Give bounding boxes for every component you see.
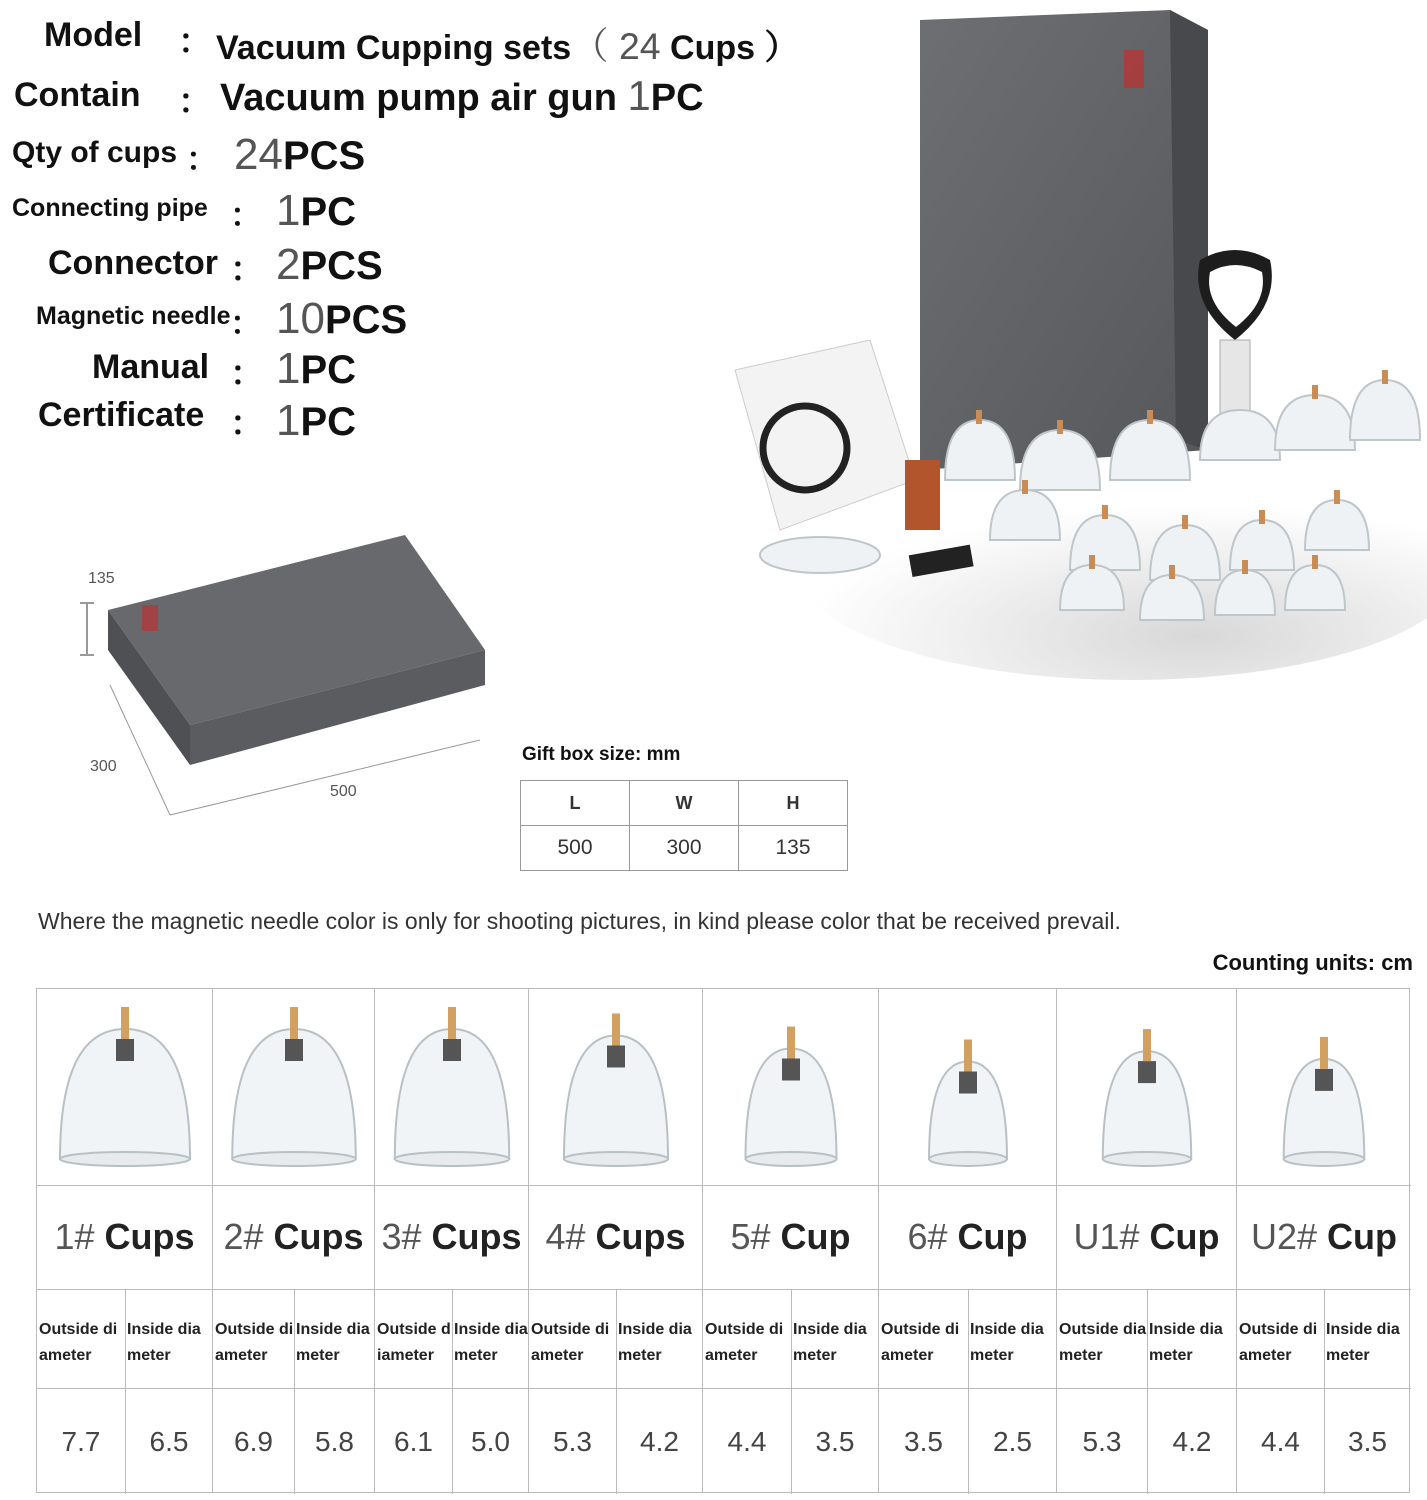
spec-num: 10 [276,294,325,343]
spec-key: Model [44,16,143,54]
cup-image-cell [529,989,702,1186]
spec-sep: ： [230,305,263,341]
giftbox-value: 135 [739,826,848,871]
cup-column [213,989,375,1492]
cup-column [1057,989,1237,1492]
spec-unit: PC [300,400,357,444]
outside-diameter-label: Outside diameter [37,1289,125,1389]
cup-number: 1# [54,1216,95,1257]
inside-diameter-cell [294,1289,375,1494]
cup-icon [879,989,1057,1185]
column-divider [968,1289,969,1494]
oil-bottle [905,460,940,530]
spec-value [234,130,365,180]
cup-name [37,1185,212,1290]
cup-name [375,1185,528,1290]
cup-name [529,1185,702,1290]
cup-number: 6# [907,1216,948,1257]
cup-number: U2# [1250,1216,1318,1257]
cup-image-cell [879,989,1056,1186]
column-divider [791,1289,792,1494]
cup-icon [529,989,703,1185]
spec-num: 1 [627,72,651,119]
product-photo [730,10,1427,700]
cup-icon [375,989,529,1185]
outside-diameter-label: Outside diameter [1237,1289,1324,1389]
spec-key: Magnetic needle [36,302,231,330]
spec-value [276,240,383,290]
cup-label: Cup [1327,1216,1398,1257]
cup-icon [1237,989,1411,1185]
inside-diameter-value: 6.5 [149,1425,189,1457]
outside-diameter-value: 6.1 [394,1425,433,1457]
spec-value [276,396,356,446]
inside-diameter-label: Inside diameter [452,1289,529,1389]
spec-value [276,186,356,236]
outside-diameter-label: Outside diameter [213,1289,294,1389]
spec-key: Connector [48,244,218,282]
inside-diameter-cell [1147,1289,1237,1494]
dim-height: 135 [88,570,115,587]
inside-diameter-label: Inside diameter [294,1289,375,1389]
color-note: Where the magnetic needle color is only for shooting pictures, in kind please color that be received prevail. [38,908,1121,934]
spec-key: Contain [14,76,141,114]
outside-diameter-label: Outside diameter [879,1289,968,1389]
cup-name [1057,1185,1236,1290]
cup-column [37,989,213,1492]
seal-stamp [1124,50,1144,88]
dim-length: 500 [330,783,357,800]
column-divider [1147,1289,1148,1494]
inside-diameter-value: 5.8 [315,1425,354,1457]
spec-key: Manual [92,348,210,386]
cup-column [375,989,529,1492]
cup-label: Cups [273,1216,364,1257]
inside-diameter-cell [968,1289,1057,1494]
cup-image-cell [37,989,212,1186]
inside-diameter-cell [1324,1289,1411,1494]
outside-diameter-label: Outside diameter [375,1289,452,1389]
spec-text: Vacuum pump air gun [220,77,617,119]
outside-diameter-cell [703,1289,791,1494]
cup-column [1237,989,1411,1492]
spec-num: 1 [276,344,301,393]
outside-diameter-value: 5.3 [553,1425,592,1457]
spec-sep: ： [230,197,263,233]
cup-number: 5# [730,1216,771,1257]
outside-diameter-value: 5.3 [1082,1425,1122,1457]
inside-diameter-cell [452,1289,529,1494]
spec-sep: ： [178,23,212,61]
inside-diameter-label: Inside diameter [968,1289,1057,1389]
spec-row-qty [0,128,700,179]
spec-row-connector [0,238,700,289]
outside-diameter-cell [529,1289,616,1494]
column-divider [294,1289,295,1494]
spec-num: 24 [234,130,283,179]
outside-diameter-label: Outside diameter [703,1289,791,1389]
spec-unit: PCS [324,298,408,342]
column-divider [452,1289,453,1494]
cup-name [213,1185,374,1290]
giftbox-value: 300 [630,826,739,871]
cup-number: 4# [545,1216,586,1257]
column-divider [1324,1289,1325,1494]
spec-sep: ： [230,355,264,393]
giftbox-value: 500 [521,826,630,871]
cup-icon [213,989,375,1185]
cup-name [1237,1185,1411,1290]
counting-units: Counting units: cm [1212,950,1413,975]
giftbox-title: Gift box size: mm [522,744,681,765]
cup-number: 3# [381,1216,422,1257]
giftbox-value-row [521,826,848,871]
spec-unit: PCS [282,134,366,178]
outside-diameter-value: 4.4 [727,1425,767,1457]
cup-column [879,989,1057,1492]
cup-number: 2# [223,1216,264,1257]
spec-num: 1 [276,396,301,445]
spec-num: 2 [276,240,301,289]
outside-diameter-label: Outside diameter [529,1289,616,1389]
inside-diameter-value: 5.0 [471,1425,510,1457]
inside-diameter-value: 3.5 [815,1425,855,1457]
cup-image-cell [703,989,878,1186]
giftbox-header: H [739,781,848,826]
spec-sep: ： [186,141,219,177]
spec-sep: ： [178,83,212,121]
spec-row-pipe [0,184,700,235]
giftbox-table [520,780,848,871]
cup-image-cell [375,989,528,1186]
box-lid [920,10,1208,470]
outside-diameter-label: Outside diameter [1057,1289,1147,1389]
spec-row-needle [0,292,700,343]
cup-icon [703,989,879,1185]
inside-diameter-label: Inside diameter [125,1289,213,1389]
column-divider [125,1289,126,1494]
column-divider [616,1289,617,1494]
cup-image-cell [1057,989,1236,1186]
cup-image-cell [1237,989,1411,1186]
spec-value [276,344,356,394]
cup-name [703,1185,878,1290]
dim-width: 300 [90,758,117,775]
cup-label: Cup [780,1216,851,1257]
inside-diameter-cell [616,1289,703,1494]
cup-image-cell [213,989,374,1186]
spec-key: Qty of cups [12,136,178,169]
inside-diameter-label: Inside diameter [616,1289,703,1389]
outside-diameter-cell [1237,1289,1324,1494]
cup-label: Cup [957,1216,1028,1257]
cup-size-table [36,988,1410,1493]
outside-diameter-value: 3.5 [904,1425,943,1457]
spec-row-manual [0,342,700,393]
spec-unit: PC [650,77,704,119]
inside-diameter-cell [791,1289,879,1494]
inside-diameter-cell [125,1289,213,1494]
outside-diameter-cell [37,1289,125,1494]
inside-diameter-label: Inside diameter [1147,1289,1237,1389]
cup-label: Cup [1149,1216,1220,1257]
box-stamp [142,605,158,631]
spec-text: Vacuum Cupping sets [216,29,572,67]
inside-diameter-value: 3.5 [1348,1425,1387,1457]
spec-num: （ 24 [571,25,661,67]
cup-column [529,989,703,1492]
outside-diameter-cell [879,1289,968,1494]
outside-diameter-value: 6.9 [234,1425,273,1457]
outside-diameter-cell [1057,1289,1147,1494]
spec-row-certificate [0,392,700,445]
outside-diameter-value: 4.4 [1261,1425,1300,1457]
spec-sep: ： [230,405,264,443]
giftbox-header: W [630,781,739,826]
spec-key: Connecting pipe [12,194,208,222]
cup-label: Cups [595,1216,686,1257]
spec-unit: PC [300,348,357,392]
spec-num: 1 [276,186,301,235]
spec-unit: Cups ） [670,29,799,67]
inside-diameter-value: 4.2 [1172,1425,1212,1457]
spec-value [276,294,407,344]
outside-diameter-value: 7.7 [61,1425,101,1457]
spec-unit: PC [300,190,357,234]
outside-diameter-cell [213,1289,294,1494]
cup-label: Cups [431,1216,522,1257]
box-dimension-drawing [70,525,490,835]
inside-diameter-label: Inside diameter [791,1289,879,1389]
inside-diameter-value: 2.5 [993,1425,1032,1457]
cup-icon [37,989,213,1185]
spec-value [220,72,704,120]
inside-diameter-value: 4.2 [640,1425,679,1457]
spec-value [216,16,798,70]
giftbox-header-row [521,781,848,826]
cup-label: Cups [104,1216,195,1257]
cup-icon [1057,989,1237,1185]
spec-sep: ： [230,251,264,289]
inside-diameter-label: Inside diameter [1324,1289,1411,1389]
spec-unit: PCS [300,244,383,288]
spec-key: Certificate [38,396,205,434]
giftbox-header: L [521,781,630,826]
cup-number: U1# [1073,1216,1140,1257]
cup-name [879,1185,1056,1290]
cup-column [703,989,879,1492]
outside-diameter-cell [375,1289,452,1494]
